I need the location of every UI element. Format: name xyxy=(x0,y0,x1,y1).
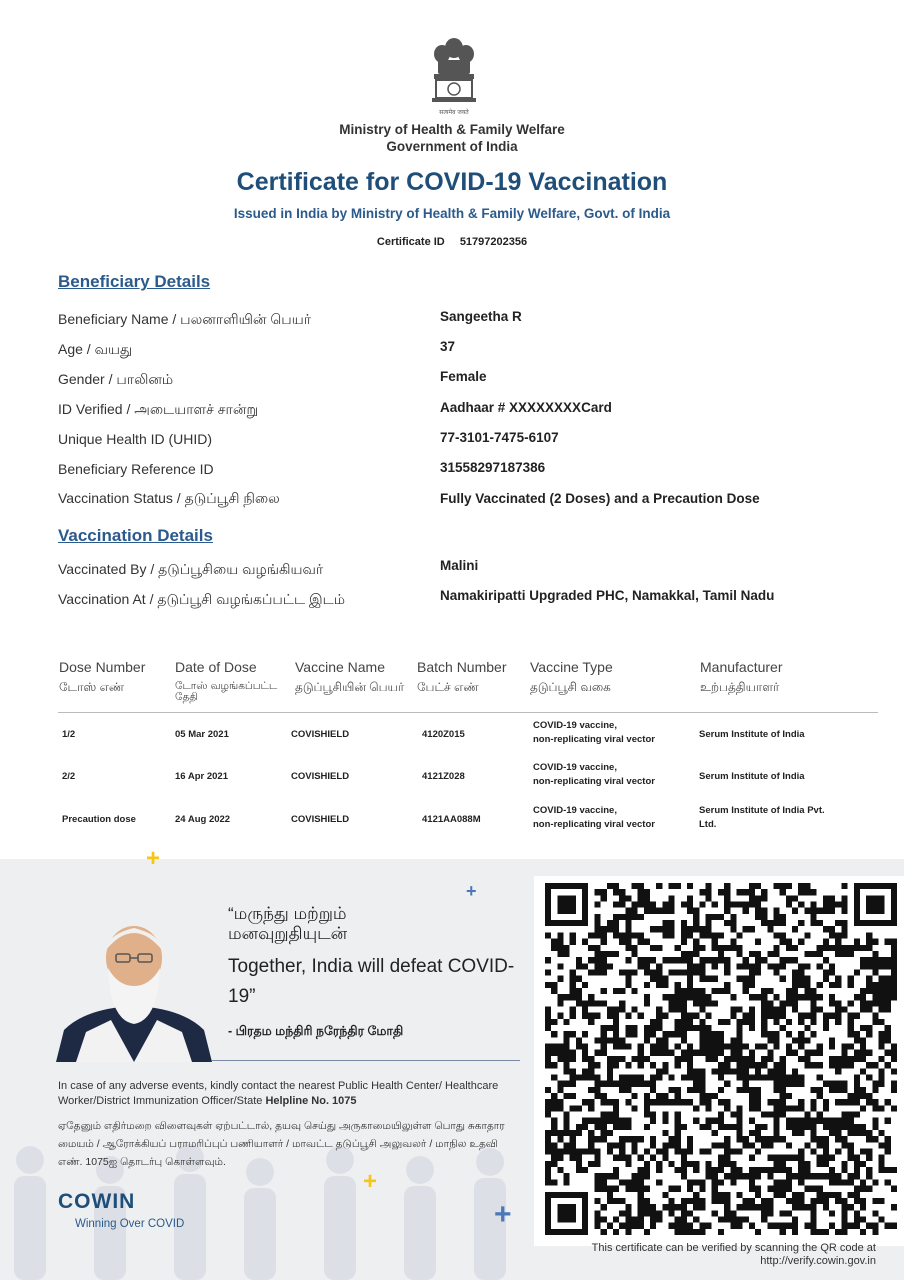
manufacturer: Serum Institute of India xyxy=(699,771,805,782)
header-ta: டோஸ் எண் xyxy=(59,680,125,694)
id-verified-value: Aadhaar # XXXXXXXXCard xyxy=(440,400,612,415)
quote-tamil: “மருந்து மற்றும் மனவுறுதியுடன் xyxy=(228,904,348,943)
table-header-vaccine-type xyxy=(530,659,613,693)
quote-english: Together, India will defeat COVID-19” xyxy=(228,956,515,1007)
certificate-title: Certificate for COVID-19 Vaccination xyxy=(236,168,668,196)
age-label: Age / வயது xyxy=(58,341,133,357)
certificate-id-value: 51797202356 xyxy=(459,236,528,248)
vaccine-type: COVID-19 vaccine, non-replicating viral vector xyxy=(533,762,655,787)
certificate-id-label: Certificate ID xyxy=(376,236,445,248)
header-ta: தடுப்பூசியின் பெயர் xyxy=(295,680,405,694)
beneficiary-name-value: Sangeetha R xyxy=(440,309,522,324)
quote-attribution: - பிரதம மந்திரி நரேந்திர மோதி xyxy=(228,1024,404,1038)
table-header-batch-number xyxy=(417,659,506,693)
id-verified-label: ID Verified / அடையாளச் சான்று xyxy=(58,401,259,417)
header-ta: டோஸ் வழங்கப்பட்ட தேதி xyxy=(175,680,278,703)
national-emblem-icon xyxy=(424,30,484,120)
emblem-motto: सत्यमेव जयते xyxy=(439,109,469,116)
government-name: Government of India xyxy=(386,139,518,154)
gender-value: Female xyxy=(440,369,487,384)
table-header-manufacturer xyxy=(700,659,782,693)
dose-number: 2/2 xyxy=(62,771,76,782)
vaccine-name: COVISHIELD xyxy=(291,814,350,825)
reference-id-label: Beneficiary Reference ID xyxy=(58,461,214,477)
dose-number: Precaution dose xyxy=(62,814,136,825)
header-ta: உற்பத்தியாளர் xyxy=(700,680,780,694)
header-ta: தடுப்பூசி வகை xyxy=(530,680,611,694)
plus-decoration-icon: + xyxy=(363,1168,378,1195)
cowin-tagline: Winning Over COVID xyxy=(75,1218,185,1230)
batch-number: 4121AA088M xyxy=(422,814,481,825)
vaccine-name: COVISHIELD xyxy=(291,729,350,740)
dose-date: 16 Apr 2021 xyxy=(175,771,228,782)
uhid-value: 77-3101-7475-6107 xyxy=(440,430,559,445)
plus-decoration-icon: + xyxy=(146,845,161,872)
beneficiary-section-title: Beneficiary Details xyxy=(58,272,211,291)
vaccine-type: COVID-19 vaccine, non-replicating viral vector xyxy=(533,720,655,745)
quote-divider xyxy=(212,1060,520,1061)
adverse-events-notice-en: In case of any adverse events, kindly contact the nearest Public Health Center/ Healthcare Worker/District Immunization Officer/State Helpline No. 1075 xyxy=(58,1080,499,1107)
header-en: Vaccine Type xyxy=(530,659,613,675)
vaccinated-by-value: Malini xyxy=(440,558,479,573)
adverse-events-notice-ta: ஏதேனும் எதிர்மறை விளைவுகள் ஏற்பட்டால், தயவு செய்து அருகாமையிலுள்ள பொது சுகாதார மையம் / ஆரோக்கியப் பராமரிப்புப் பணியாளர் / மாவட்ட தடுப்பூசி அலுவலர் / மாநில உதவி எண். 1075ஐ தொடர்பு கொள்ளவும். xyxy=(58,1120,505,1168)
table-header-dose-number xyxy=(59,659,145,693)
batch-number: 4121Z028 xyxy=(422,771,465,782)
vaccination-at-value: Namakiripatti Upgraded PHC, Namakkal, Tamil Nadu xyxy=(440,588,775,603)
uhid-label: Unique Health ID (UHID) xyxy=(58,431,213,447)
header-en: Dose Number xyxy=(59,659,146,675)
dose-number: 1/2 xyxy=(62,729,76,740)
age-value: 37 xyxy=(440,339,456,354)
table-divider xyxy=(58,712,878,713)
vaccine-name: COVISHIELD xyxy=(291,771,350,782)
vaccine-type: COVID-19 vaccine, non-replicating viral vector xyxy=(533,805,655,830)
vaccinated-by-label: Vaccinated By / தடுப்பூசியை வழங்கியவர் xyxy=(58,561,324,577)
header-en: Batch Number xyxy=(417,659,507,675)
certificate-id-line xyxy=(0,236,904,248)
header-ta: பேட்ச் எண் xyxy=(417,680,479,694)
gender-label: Gender / பாலினம் xyxy=(58,371,174,387)
vaccination-at-label: Vaccination At / தடுப்பூசி வழங்கப்பட்ட இடம் xyxy=(58,591,345,607)
issued-by: Issued in India by Ministry of Health & Family Welfare, Govt. of India xyxy=(233,206,671,221)
vaccination-section-title: Vaccination Details xyxy=(58,526,213,545)
header-en: Vaccine Name xyxy=(295,659,386,675)
helpline-number: Helpline No. 1075 xyxy=(265,1095,357,1107)
table-header-vaccine-name xyxy=(295,659,404,693)
reference-id-value: 31558297187386 xyxy=(440,460,546,475)
beneficiary-name-label: Beneficiary Name / பலனாளியின் பெயர் xyxy=(58,311,312,327)
plus-decoration-icon: + xyxy=(466,881,477,901)
prime-minister-portrait xyxy=(56,920,212,1062)
verify-note: This certificate can be verified by scanning the QR code at xyxy=(591,1242,876,1254)
qr-code xyxy=(545,883,897,1235)
cowin-logo: COWIN xyxy=(58,1190,136,1213)
header-en: Manufacturer xyxy=(700,659,783,675)
dose-date: 24 Aug 2022 xyxy=(175,814,231,825)
batch-number: 4120Z015 xyxy=(422,729,465,740)
manufacturer: Serum Institute of India Pvt. Ltd. xyxy=(699,805,825,830)
verify-url: http://verify.cowin.gov.in xyxy=(760,1255,876,1267)
manufacturer: Serum Institute of India xyxy=(699,729,805,740)
vaccination-status-value: Fully Vaccinated (2 Doses) and a Precaution Dose xyxy=(440,491,760,506)
header-en: Date of Dose xyxy=(175,659,257,675)
dose-date: 05 Mar 2021 xyxy=(175,729,229,740)
table-header-date xyxy=(175,659,290,703)
plus-decoration-icon: + xyxy=(494,1198,512,1231)
vaccination-status-label: Vaccination Status / தடுப்பூசி நிலை xyxy=(58,490,280,506)
ministry-name: Ministry of Health & Family Welfare xyxy=(339,122,565,137)
